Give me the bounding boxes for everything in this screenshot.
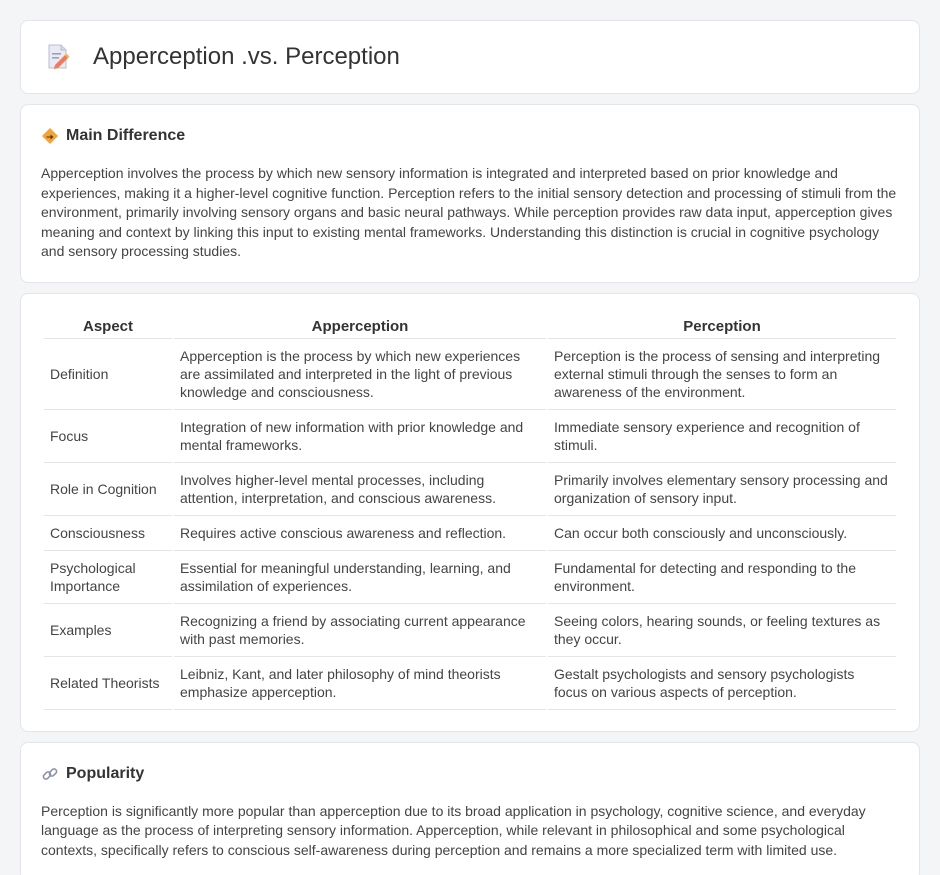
- table-row: [44, 339, 896, 410]
- perception-cell: Can occur both consciously and unconsciously.: [548, 516, 896, 551]
- aspect-cell: Definition: [44, 339, 172, 410]
- apperception-cell: Apperception is the process by which new experiences are assimilated and interpreted in the light of previous knowledge and consciousness.: [174, 339, 546, 410]
- apperception-cell: Integration of new information with prior knowledge and mental frameworks.: [174, 410, 546, 463]
- comparison-table: [42, 316, 898, 710]
- apperception-cell: Involves higher-level mental processes, including attention, interpretation, and conscious awareness.: [174, 463, 546, 516]
- table-row: [44, 604, 896, 657]
- table-row: [44, 516, 896, 551]
- table-row: [44, 657, 896, 710]
- apperception-cell: Leibniz, Kant, and later philosophy of mind theorists emphasize apperception.: [174, 657, 546, 710]
- popularity-text: Perception is significantly more popular than apperception due to its broad application in psychology, cognitive science, and everyday language as the process of interpreting sensory information. Apperception, while relevant in philosophical and some psychological contexts, specifically refers to conscious self-awareness during perception and remains a more specialized term with limited use.: [41, 802, 866, 858]
- apperception-cell: Essential for meaningful understanding, learning, and assimilation of experiences.: [174, 551, 546, 604]
- perception-cell: Primarily involves elementary sensory processing and organization of sensory input.: [548, 463, 896, 516]
- aspect-cell: Focus: [44, 410, 172, 463]
- link-icon: [41, 765, 59, 783]
- main-difference-title: Main Difference: [66, 127, 186, 144]
- perception-cell: Perception is the process of sensing and interpreting external stimuli through the senses to form an awareness of the environment.: [548, 339, 896, 410]
- perception-cell: Seeing colors, hearing sounds, or feeling textures as they occur.: [548, 604, 896, 657]
- table-header-row: [44, 316, 896, 339]
- header-apperception: Apperception: [174, 316, 546, 339]
- perception-cell: Fundamental for detecting and responding to the environment.: [548, 551, 896, 604]
- main-difference-heading: [41, 127, 899, 145]
- perception-cell: Immediate sensory experience and recognition of stimuli.: [548, 410, 896, 463]
- aspect-cell: Consciousness: [44, 516, 172, 551]
- popularity-card: [20, 742, 920, 875]
- comparison-card: [20, 293, 920, 732]
- popularity-heading: [41, 765, 899, 783]
- table-row: [44, 410, 896, 463]
- aspect-cell: Role in Cognition: [44, 463, 172, 516]
- header-aspect: Aspect: [44, 316, 172, 339]
- table-row: [44, 463, 896, 516]
- table-row: [44, 551, 896, 604]
- aspect-cell: Psychological Importance: [44, 551, 172, 604]
- header-perception: Perception: [548, 316, 896, 339]
- apperception-cell: Recognizing a friend by associating current appearance with past memories.: [174, 604, 546, 657]
- main-difference-card: [20, 104, 920, 283]
- perception-cell: Gestalt psychologists and sensory psychologists focus on various aspects of perception.: [548, 657, 896, 710]
- main-difference-text: Apperception involves the process by which new sensory information is integrated and interpreted based on prior knowledge and experiences, making it a higher-level cognitive function. Perception refers to the initial sensory detection and processing of stimuli from the environment, primarily involving sensory organs and basic neural pathways. While perception provides raw data input, apperception gives meaning and context by linking this input to existing mental frameworks. Understanding this distinction is crucial in cognitive psychology and sensory processing studies.: [41, 165, 897, 259]
- diamond-sign-icon: [41, 127, 59, 145]
- aspect-cell: Related Theorists: [44, 657, 172, 710]
- header-card: [20, 20, 920, 94]
- aspect-cell: Examples: [44, 604, 172, 657]
- document-pencil-icon: [45, 43, 71, 71]
- popularity-title: Popularity: [66, 764, 145, 782]
- apperception-cell: Requires active conscious awareness and reflection.: [174, 516, 546, 551]
- page-title: Apperception .vs. Perception: [93, 43, 400, 70]
